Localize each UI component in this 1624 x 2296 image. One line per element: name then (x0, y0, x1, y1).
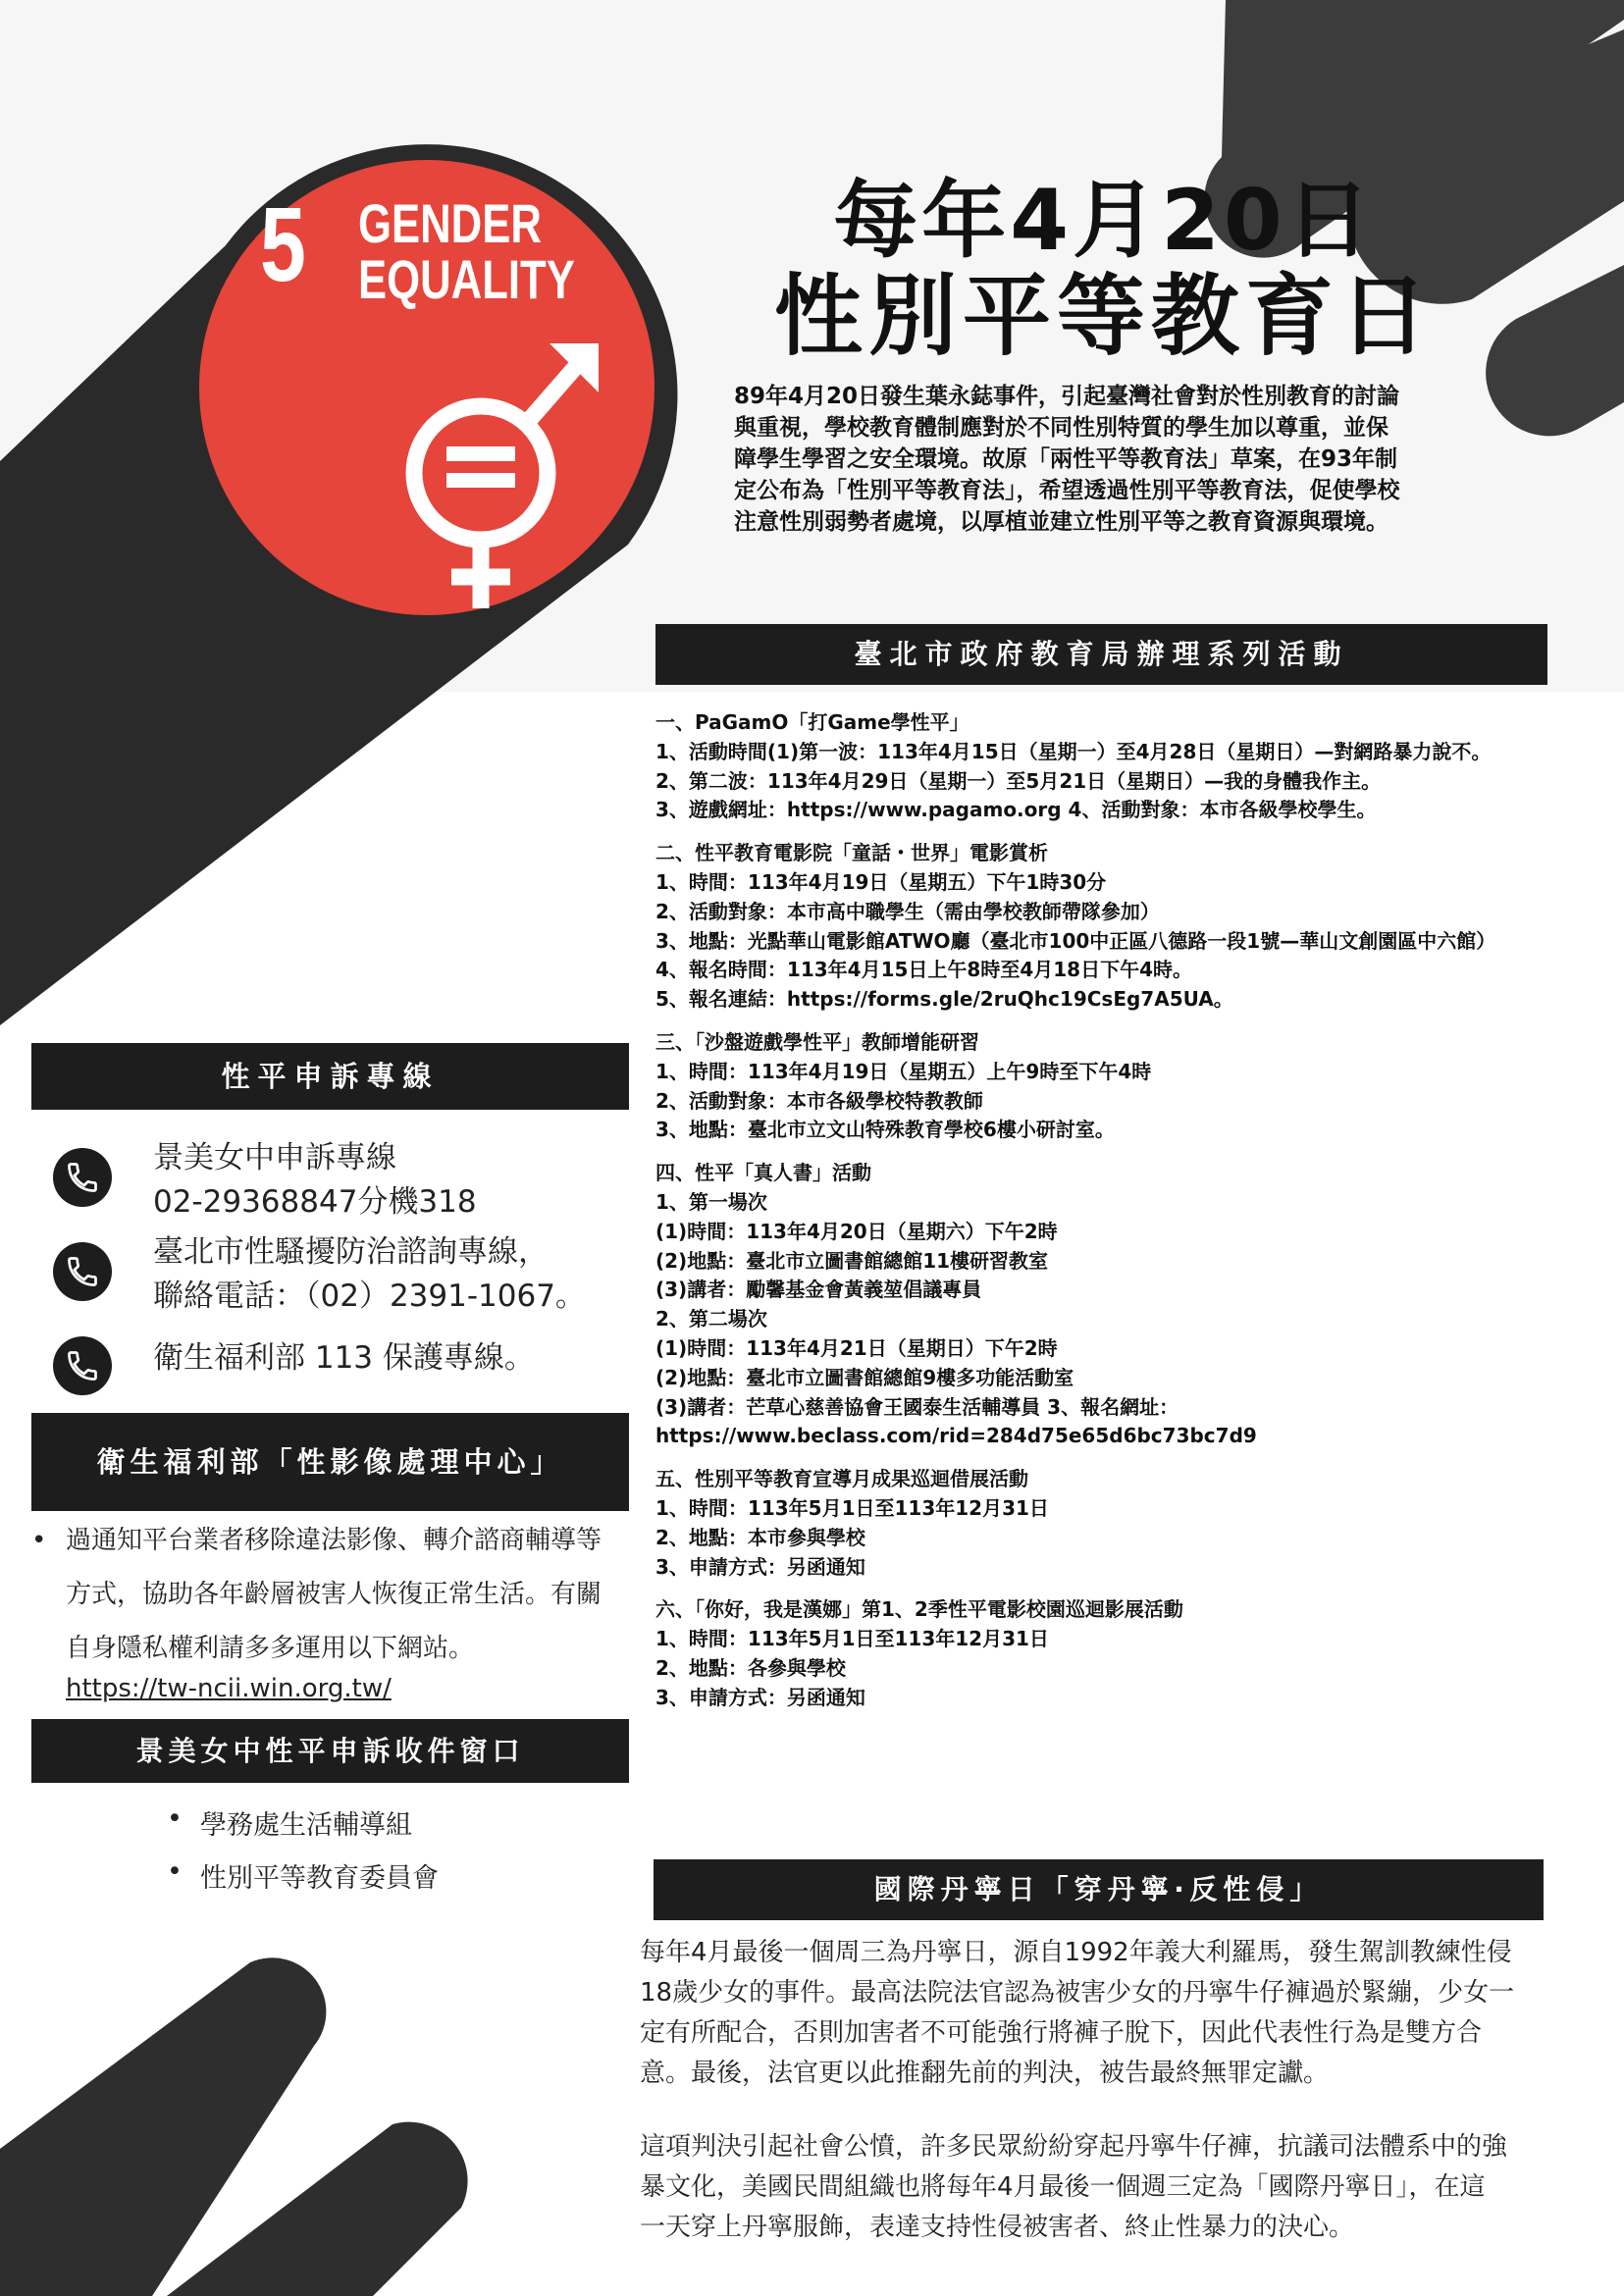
activity-title: 二、性平教育電影院「童話・世界」電影賞析 (655, 841, 1048, 865)
activity-line: (3)講者：勵馨基金會黃義堃倡議專員 (655, 1278, 982, 1302)
activity-line: 2、第二場次 (655, 1307, 767, 1331)
complaint-item-label: 學務處生活輔導組 (200, 1810, 412, 1841)
activity-line: 1、時間：113年4月19日（星期五）下午1時30分 (655, 869, 1107, 894)
activity-line: 5、報名連結：https://forms.gle/2ruQhc19CsEg7A5UA。 (655, 987, 1233, 1012)
activity-line: 2、地點：各參與學校 (655, 1655, 846, 1680)
contact-phone: 聯絡電話：（02）2391-1067。 (153, 1278, 586, 1314)
activity-line: 2、活動對象：本市各級學校特教教師 (655, 1088, 983, 1113)
activity-line: 3、申請方式：另函通知 (655, 1554, 865, 1579)
activity-line: 3、地點：光點華山電影館ATWO廳（臺北市100中正區八德路一段1號—華山文創園區中六館） (655, 928, 1496, 953)
intro-paragraph: 89年4月20日發生葉永鋕事件，引起臺灣社會對於性別教育的討論與重視，學校教育體制應對於不同性別特質的學生加以尊重，並保障學生學習之安全環境。故原「兩性平等教育法」草案，在93年制定公布為「性別平等教育法」，希望透過性別平等教育法，促使學校注意性別弱勢者處境，以厚植並建立性別平等之教育資源與環境。 (734, 384, 1400, 535)
activity-title: 四、性平「真人書」活動 (655, 1161, 871, 1185)
activity-group (655, 839, 1598, 1015)
activity-line: 3、申請方式：另函通知 (655, 1685, 865, 1709)
activity-line: (1)時間：113年4月20日（星期六）下午2時 (655, 1219, 1058, 1243)
activity-line: https://www.beclass.com/rid=284d75e65d6bc73bc7d9 (655, 1424, 1257, 1448)
activity-title: 五、性別平等教育宣導月成果巡迴借展活動 (655, 1467, 1028, 1491)
denim-paragraph-2 (640, 2127, 1572, 2248)
activity-group (655, 708, 1598, 825)
ncii-link[interactable]: https://tw-ncii.win.org.tw/ (66, 1674, 392, 1703)
activity-line: 1、時間：113年4月19日（星期五）上午9時至下午4時 (655, 1059, 1152, 1083)
activity-title: 一、PaGamO「打Game學性平」 (655, 710, 969, 734)
phone-icon (53, 1242, 112, 1301)
paragraph-line: 每年4月最後一個周三為丹寧日，源自1992年義大利羅馬，發生駕訓教練性侵 (640, 1938, 1512, 1967)
contact-lines (153, 1336, 535, 1381)
contact-lines (153, 1230, 586, 1319)
paragraph-line: 暴文化，美國民間組織也將每年4月最後一個週三定為「國際丹寧日」，在這 (640, 2172, 1486, 2202)
paragraph-line: 過通知平台業者移除違法影像、轉介諮商輔導等 (66, 1526, 602, 1555)
image-center-paragraph (31, 1514, 640, 1676)
contact-name: 臺北市性騷擾防治諮詢專線， (153, 1234, 549, 1270)
phone-icon (53, 1148, 112, 1207)
denim-paragraph-1 (640, 1933, 1572, 2094)
hotline-heading: 性平申訴專線 (31, 1043, 629, 1110)
bullet: • (167, 1856, 183, 1887)
activity-title: 三、「沙盤遊戲學性平」教師增能研習 (655, 1029, 979, 1054)
complaint-item (167, 1803, 412, 1842)
paragraph-line: 定有所配合，否則加害者不可能強行將褲子脫下，因此代表性行為是雙方合 (640, 2018, 1483, 2048)
activity-line: (1)時間：113年4月21日（星期日）下午2時 (655, 1335, 1058, 1360)
activity-line: 1、活動時間(1)第一波：113年4月15日（星期一）至4月28日（星期日）—對網路暴力說不。 (655, 739, 1492, 763)
contact-lines (153, 1136, 477, 1225)
activity-group (655, 1595, 1598, 1712)
equals-bottom (446, 473, 515, 488)
activity-line: 3、地點：臺北市立文山特殊教育學校6樓小研討室。 (655, 1118, 1115, 1142)
denim-day-heading: 國際丹寧日「穿丹寧‧反性侵」 (654, 1859, 1544, 1920)
sdg-word-equality: EQUALITY (358, 248, 575, 310)
bullet: • (31, 1526, 47, 1555)
activity-line: 4、報名時間：113年4月15日上午8時至4月18日下午4時。 (655, 958, 1192, 982)
activities-list (655, 708, 1598, 1727)
activity-title: 六、「你好，我是漢娜」第1、2季性平電影校園巡迴影展活動 (655, 1597, 1183, 1622)
paragraph-line: 這項判決引起社會公憤，許多民眾紛紛穿起丹寧牛仔褲，抗議司法體系中的強 (640, 2132, 1508, 2162)
complaint-heading: 景美女中性平申訴收件窗口 (31, 1719, 629, 1783)
equals-top (446, 446, 515, 461)
activity-line: (2)地點：臺北市立圖書館總館9樓多功能活動室 (655, 1365, 1074, 1389)
sdg-number: 5 (260, 184, 306, 303)
paragraph-line: 自身隱私權利請多多運用以下網站。 (66, 1634, 475, 1663)
activity-group (655, 1465, 1598, 1582)
activity-group (655, 1028, 1598, 1145)
activities-heading: 臺北市政府教育局辦理系列活動 (655, 624, 1547, 685)
activity-line: 2、第二波：113年4月29日（星期一）至5月21日（星期日）—我的身體我作主。 (655, 768, 1382, 793)
contact-name: 景美女中申訴專線 (153, 1140, 396, 1175)
title-line-2: 性別平等教育日 (774, 265, 1434, 368)
paragraph-line: 意。最後，法官更以此推翻先前的判決，被告最終無罪定讞。 (640, 2059, 1330, 2088)
bullet: • (167, 1803, 183, 1834)
complaint-item-label: 性別平等教育委員會 (200, 1863, 439, 1894)
complaint-item (167, 1856, 439, 1895)
paragraph-line: 18歲少女的事件。最高法院法官認為被害少女的丹寧牛仔褲過於緊繃，少女一 (640, 1978, 1515, 2008)
paragraph-line: 一天穿上丹寧服飾，表達支持性侵被害者、終止性暴力的決心。 (640, 2213, 1355, 2242)
activity-line: 2、活動對象：本市高中職學生（需由學校教師帶隊參加） (655, 899, 1160, 923)
activity-line: (3)講者：芒草心慈善協會王國泰生活輔導員 3、報名網址： (655, 1394, 1179, 1419)
phone-icon (53, 1336, 112, 1395)
activity-line: (2)地點：臺北市立圖書館總館11樓研習教室 (655, 1248, 1049, 1273)
image-center-heading: 衛生福利部「性影像處理中心」 (31, 1413, 629, 1511)
activity-line: 1、時間：113年5月1日至113年12月31日 (655, 1495, 1049, 1520)
contact-item (53, 1230, 642, 1329)
paragraph-line: 方式，協助各年齡層被害人恢復正常生活。有關 (66, 1580, 602, 1609)
activity-line: 1、第一場次 (655, 1189, 767, 1214)
activity-line: 1、時間：113年5月1日至113年12月31日 (655, 1627, 1049, 1651)
contact-name: 衛生福利部 113 保護專線。 (153, 1340, 535, 1376)
activity-line: 2、地點：本市參與學校 (655, 1525, 865, 1549)
contact-item (53, 1136, 642, 1234)
activity-group (655, 1159, 1598, 1451)
sdg-word-gender: GENDER (358, 192, 542, 254)
title-line-1: 每年4月20日 (833, 172, 1375, 270)
contact-phone: 02-29368847分機318 (153, 1184, 477, 1220)
contact-item (53, 1336, 642, 1405)
activity-line: 3、遊戲網址：https://www.pagamo.org 4、活動對象：本市各級學校學生。 (655, 798, 1377, 822)
right-bar-4 (1486, 265, 1624, 436)
